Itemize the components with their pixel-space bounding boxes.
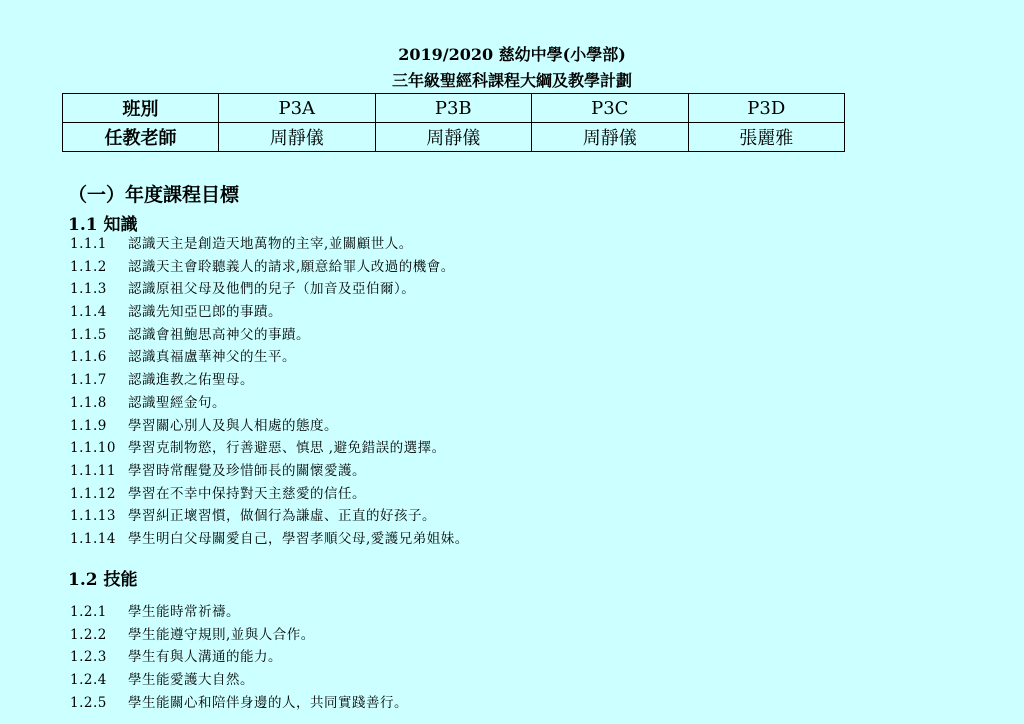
- class-teacher-table: [62, 93, 845, 152]
- skills-list: [70, 601, 408, 714]
- list-item: 1.1.13 學習糾正壞習慣，做個行為謙虛、正直的好孩子。: [70, 508, 436, 525]
- class-cell: P3D: [688, 94, 845, 123]
- table-row-teacher: [63, 123, 845, 152]
- knowledge-list: [70, 233, 469, 551]
- list-item: 1.1.11 學習時常醒覺及珍惜師長的關懷愛護。: [70, 462, 366, 479]
- document-subtitle: 三年級聖經科課程大綱及教學計劃: [391, 71, 632, 90]
- class-cell: P3B: [375, 94, 532, 123]
- list-item: 1.1.14 學生明白父母關愛自己，學習孝順父母,愛護兄弟姐妹。: [70, 530, 469, 547]
- row-header-teacher: 任教老師: [63, 123, 219, 152]
- teacher-cell: 周靜儀: [375, 123, 532, 152]
- list-item: 1.2.5 學生能關心和陪伴身邊的人，共同實踐善行。: [70, 694, 408, 711]
- list-item: 1.1.12 學習在不幸中保持對天主慈愛的信任。: [70, 485, 366, 502]
- teacher-cell: 周靜儀: [219, 123, 376, 152]
- knowledge-heading: 1.1 知識: [68, 215, 138, 235]
- skills-heading: 1.2 技能: [68, 570, 138, 590]
- table-row-class: [63, 94, 845, 123]
- list-item: 1.1.9 學習關心別人及與人相處的態度。: [70, 417, 338, 434]
- class-cell: P3A: [219, 94, 376, 123]
- list-item: 1.1.10 學習克制物慾，行善避惡、慎思 ,避免錯誤的選擇。: [70, 440, 446, 457]
- document-title: 2019/2020 慈幼中學(小學部): [398, 45, 626, 64]
- teacher-cell: 張麗雅: [688, 123, 845, 152]
- list-item: 1.1.2 認識天主會聆聽義人的請求,願意給罪人改過的機會。: [70, 258, 455, 275]
- list-item: 1.2.4 學生能愛護大自然。: [70, 672, 254, 689]
- class-cell: P3C: [532, 94, 689, 123]
- row-header-class: 班別: [63, 94, 219, 123]
- list-item: 1.1.3 認識原祖父母及他們的兒子（加音及亞伯爾）。: [70, 281, 416, 298]
- list-item: 1.1.4 認識先知亞巴郎的事蹟。: [70, 304, 282, 321]
- list-item: 1.1.7 認識進教之佑聖母。: [70, 372, 254, 389]
- list-item: 1.1.6 認識真福盧華神父的生平。: [70, 349, 296, 366]
- list-item: 1.1.1 認識天主是創造天地萬物的主宰,並關顧世人。: [70, 236, 413, 252]
- list-item: 1.2.1 學生能時常祈禱。: [70, 604, 240, 620]
- list-item: 1.2.3 學生有與人溝通的能力。: [70, 649, 282, 666]
- list-item: 1.1.5 認識會祖鮑思高神父的事蹟。: [70, 326, 310, 343]
- teacher-cell: 周靜儀: [532, 123, 689, 152]
- list-item: 1.2.2 學生能遵守規則,並與人合作。: [70, 626, 315, 643]
- list-item: 1.1.8 認識聖經金句。: [70, 394, 226, 411]
- section-title: （一）年度課程目標: [68, 184, 240, 206]
